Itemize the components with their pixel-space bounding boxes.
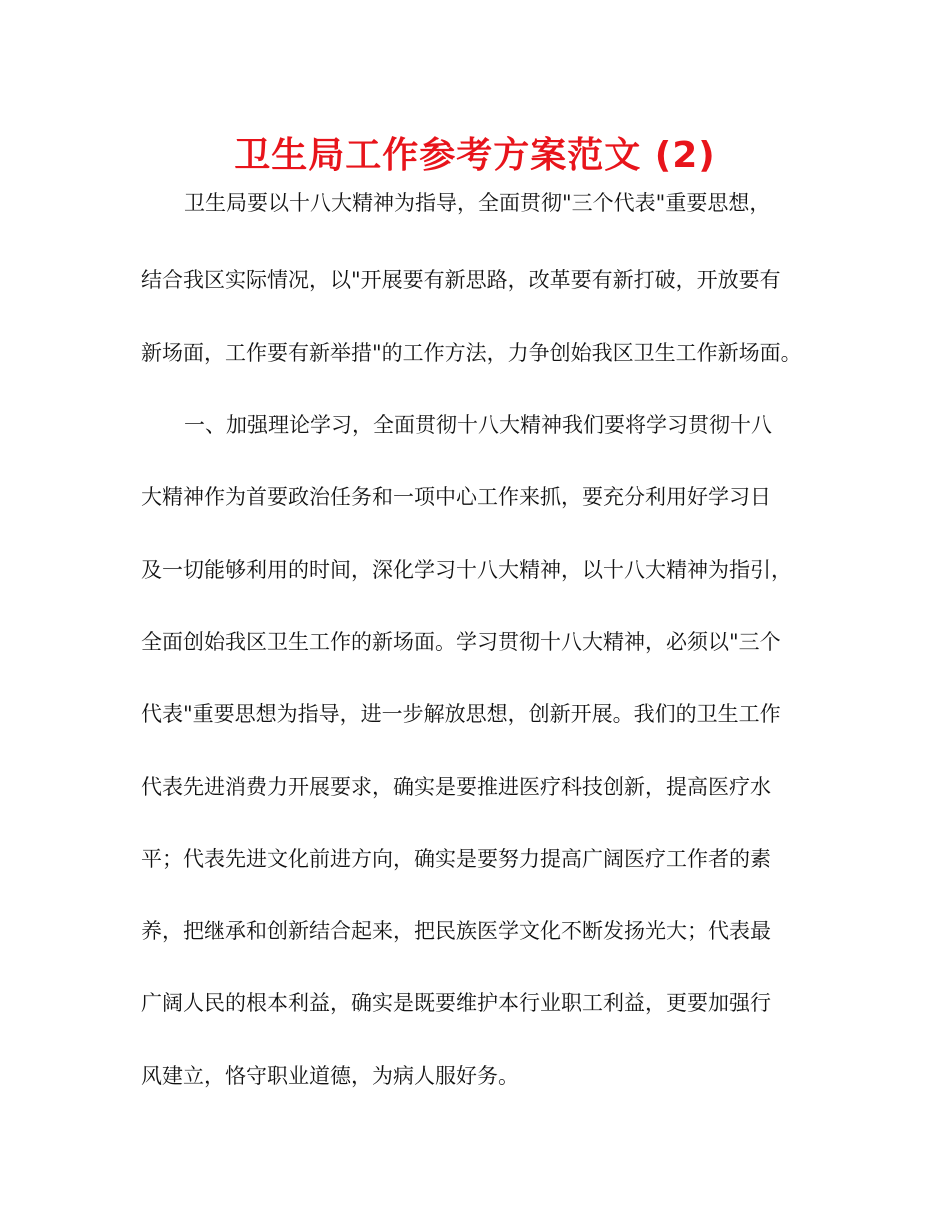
paragraph-line: 养，把继承和创新结合起来，把民族医学文化不断发扬光大；代表最 <box>141 919 771 943</box>
paragraph-line: 全面创始我区卫生工作的新场面。学习贯彻十八大精神，必须以"三个 <box>141 630 781 654</box>
paragraph-line: 代表"重要思想为指导，进一步解放思想，创新开展。我们的卫生工作 <box>141 702 781 726</box>
paragraph-line: 新场面，工作要有新举措"的工作方法，力争创始我区卫生工作新场面。 <box>141 341 802 365</box>
paragraph-line: 结合我区实际情况，以"开展要有新思路，改革要有新打破，开放要有 <box>141 268 781 292</box>
document-title: 卫生局工作参考方案范文 (2) <box>234 135 716 176</box>
paragraph-line: 及一切能够利用的时间，深化学习十八大精神，以十八大精神为指引， <box>141 558 792 582</box>
paragraph-line: 风建立，恪守职业道德，为病人服好务。 <box>141 1064 519 1088</box>
paragraph-line: 大精神作为首要政治任务和一项中心工作来抓，要充分利用好学习日 <box>141 485 771 509</box>
paragraph-line: 代表先进消费力开展要求，确实是要推进医疗科技创新，提高医疗水 <box>141 775 771 799</box>
section-heading-line: 一、加强理论学习，全面贯彻十八大精神我们要将学习贯彻十八 <box>184 413 772 437</box>
paragraph-line: 卫生局要以十八大精神为指导，全面贯彻"三个代表"重要思想， <box>184 191 771 215</box>
paragraph-line: 平；代表先进文化前进方向，确实是要努力提高广阔医疗工作者的素 <box>141 847 771 871</box>
paragraph-line: 广阔人民的根本利益，确实是既要维护本行业职工利益，更要加强行 <box>141 991 771 1015</box>
